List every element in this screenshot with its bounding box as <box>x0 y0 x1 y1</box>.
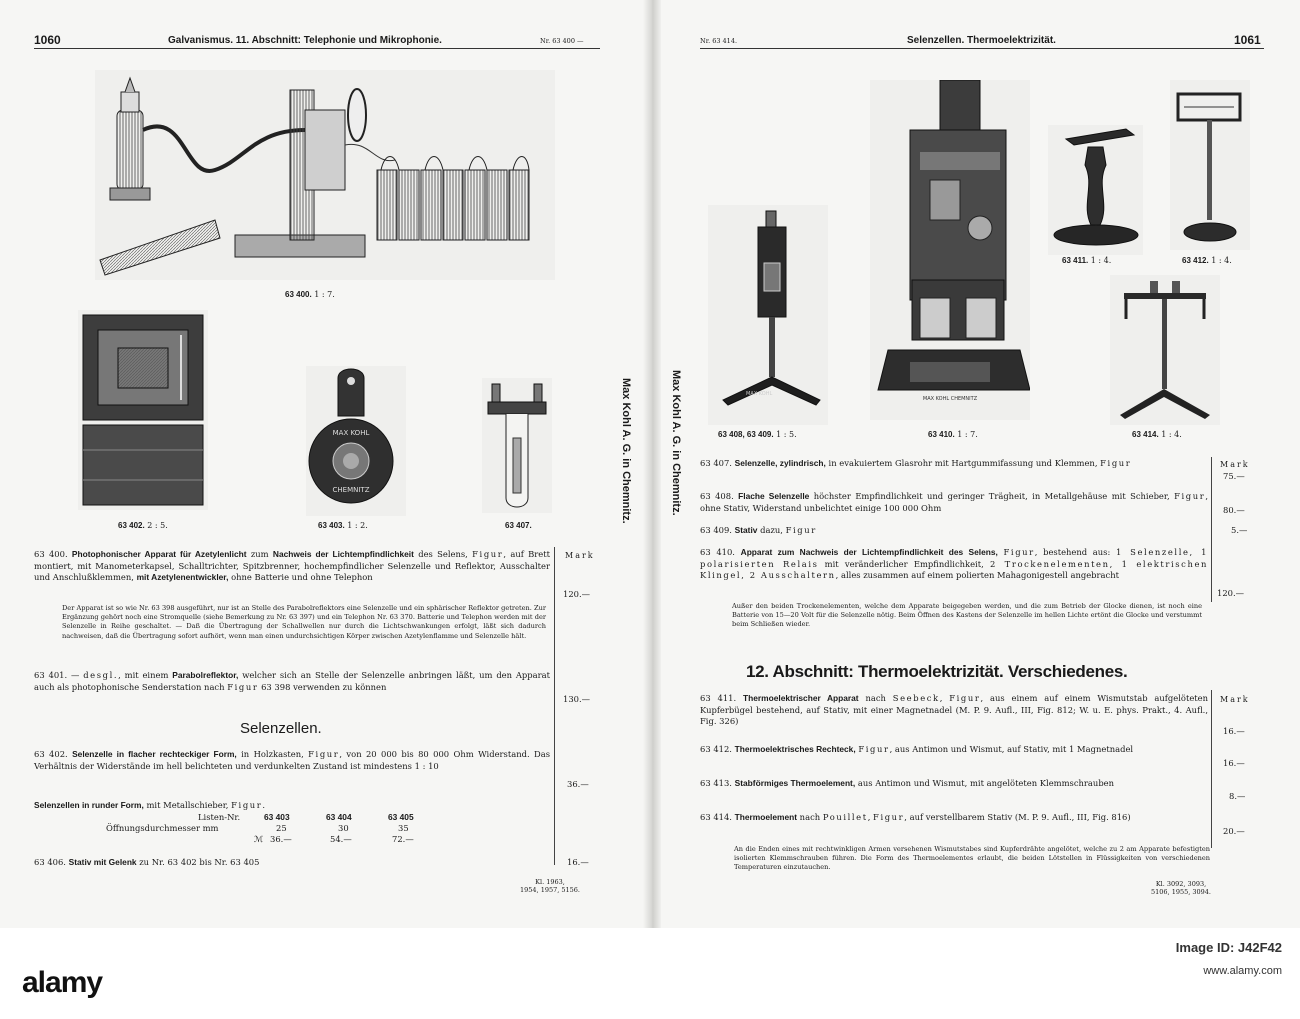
figure-63410-detection-apparatus <box>870 80 1030 420</box>
price-63411: 16.— <box>1223 726 1245 736</box>
watermark-site: www.alamy.com <box>1203 965 1282 977</box>
left-mark-header: Mark <box>565 551 595 560</box>
price-63401: 130.— <box>563 694 591 704</box>
right-spine-imprint: Max Kohl A. G. in Chemnitz. <box>670 370 682 516</box>
right-page <box>650 0 1300 928</box>
price-63413: 8.— <box>1229 791 1246 801</box>
caption-63411: 63 411. 1 : 4. <box>1062 256 1112 265</box>
figure-63402-selenium-box <box>78 310 208 510</box>
right-running-head: Selenzellen. Thermoelektrizität. <box>907 35 1056 46</box>
table-cell: 25 <box>276 823 287 833</box>
round-cells-heading: Selenzellen in runder Form, mit Metallschieber, Figur. <box>34 800 266 810</box>
price-63400: 120.— <box>563 589 591 599</box>
entry-63411: 63 411. Thermoelektrischer Apparat nach Seebeck, Figur, aus einem auf einem Wismutstab aufgelöteten Kupferbügel bestehend, auf Stativ, mit einer Magnetnadel (M. P. 9. Aufl., III, Fig. 812; W. u. E. phys. Prakt., 4. Aufl., Fig. 326) <box>700 693 1208 727</box>
engraving-63403-top: MAX KOHL <box>332 429 370 437</box>
entry-63407: 63 407. Selenzelle, zylindrisch, in evakuiertem Glasrohr mit Hartgummifassung und Klemmen, Figur <box>700 458 1132 468</box>
entry-63410: 63 410. Apparat zum Nachweis der Lichtempfindlichkeit des Selens, Figur, bestehend aus: 1 Selenzelle, 1 polarisierten Relais mit veränderlicher Empfindlichkeit, 2 Trockenelementen, 1 elektrischen Klingel, 2 Ausschaltern, alles zusammen auf einem polierten Mahagonigestell angebracht <box>700 547 1209 581</box>
price-63410: 120.— <box>1217 588 1245 598</box>
right-class-numbers: Kl. 3092, 3093, 5106, 1955, 3094. <box>1151 880 1211 896</box>
caption-63414: 63 414. 1 : 4. <box>1132 430 1182 439</box>
left-spine-imprint: Max Kohl A. G. in Chemnitz. <box>620 378 632 524</box>
price-63408: 80.— <box>1223 505 1245 515</box>
entry-63409: 63 409. Stativ dazu, Figur <box>700 525 817 535</box>
table-cell: 54.— <box>330 834 352 844</box>
engraving-63408: MAX KOHL <box>746 391 773 397</box>
left-running-head: Galvanismus. 11. Abschnitt: Telephonie und Mikrophonie. <box>168 35 442 46</box>
left-page <box>0 0 650 928</box>
price-63407: 75.— <box>1223 471 1245 481</box>
entry-63400: 63 400. Photophonischer Apparat für Azetylenlicht zum Nachweis der Lichtempfindlichkeit des Selens, Figur, auf Brett montiert, mit Manometerkapsel, Schalltrichter, Spitzbrenner, hochempfindlicher Selenzelle und Reflektor, Ausschalter und Anschlußklemmen, mit Azetylenentwickler, ohne Batterie und ohne Telephon <box>34 549 550 583</box>
caption-63400: 63 400. 1 : 7. <box>285 290 335 299</box>
note-63410: Außer den beiden Trockenelementen, welche dem Apparate beigegeben werden, und die zum Betrieb der Glocke dienen, ist noch eine Batterie von 15—20 Volt für die Selenzelle nötig. Beim Öffnen des Kastens der Selenzelle im hellen Lichte ertönt die Glocke und verstummt beim Schließen wieder. <box>732 602 1202 629</box>
caption-63407: 63 407. <box>505 521 532 530</box>
price-63412: 16.— <box>1223 758 1245 768</box>
entry-63402: 63 402. Selenzelle in flacher rechteckiger Form, in Holzkasten, Figur, von 20 000 bis 80 000 Ohm Widerstand. Das Verhältnis der Widerstände im hell belichteten und verdunkelten Zustand ist mindestens 1 : 10 <box>34 749 550 771</box>
entry-63413: 63 413. Stabförmiges Thermoelement, aus Antimon und Wismut, mit angelöteten Klemmschrauben <box>700 778 1115 788</box>
table-row-label: ℳ <box>254 834 263 844</box>
entry-63408: 63 408. Flache Selenzelle höchster Empfindlichkeit und geringer Trägheit, in Metallgehäuse mit Schieber, Figur, ohne Stativ, Widerstand unbelichtet einige 100 000 Ohm <box>700 491 1208 513</box>
right-price-column-rule-2 <box>1211 690 1212 848</box>
figure-63412-thermoelectric-rectangle <box>1170 80 1250 250</box>
right-header-rule <box>700 48 1264 49</box>
note-63400: Der Apparat ist so wie Nr. 63 398 ausgeführt, nur ist an Stelle des Parabolreflektors eine Selenzelle und ein sphärischer Reflektor getreten. Zur Ergänzung gehört noch eine Stromquelle (siehe Bemerkung zu Nr. 63 397) und ein Telephon Nr. 63 370. Batterie und Telephon werden mit der Selenzelle in Reihe geschaltet. — Daß die Übertragung der Schallwellen nur durch die Lichtschwankungen erfolgt, läßt sich dadurch nachweisen, daß die Übertragung sofort aufhört, wenn man einen undurchsichtigen Körper zwischen Azetylenflamme und Selenzelle hält. <box>62 604 546 640</box>
alamy-logo: alamy <box>22 966 103 999</box>
table-cell: 63 404 <box>326 812 352 822</box>
figure-63408-flat-cell-on-stand <box>708 205 828 425</box>
right-mark-header-2: Mark <box>1220 695 1250 704</box>
left-header-rule <box>34 48 600 49</box>
note-63414: An die Enden eines mit rechtwinkligen Armen versehenen Wismutstabes sind Kupferdrähte angelötet, welche zu 2 am Apparate befestigten isolierten Klemmschrauben führen. Die Form des Thermoelementes erlaubt, die beiden Lötstellen in Flüssigkeiten von verschiedenen Temperaturen einzutauchen. <box>734 845 1210 872</box>
entry-63412: 63 412. Thermoelektrisches Rechteck, Figur, aus Antimon und Wismut, auf Stativ, mit 1 Magnetnadel <box>700 744 1134 754</box>
price-63409: 5.— <box>1231 525 1248 535</box>
price-63414: 20.— <box>1223 826 1245 836</box>
table-row-label: Öffnungsdurchmesser mm <box>106 823 219 833</box>
engraving-63403-bottom: CHEMNITZ <box>332 486 370 494</box>
entry-63414: 63 414. Thermoelement nach Pouillet, Figur, auf verstellbarem Stativ (M. P. 9. Aufl., III, Fig. 816) <box>700 812 1131 822</box>
round-cells-table <box>0 812 560 852</box>
engraving-63410: MAX KOHL CHEMNITZ <box>922 396 978 402</box>
watermark-info <box>992 937 1282 982</box>
table-cell: 35 <box>398 823 409 833</box>
section-title-selenzellen: Selenzellen. <box>240 720 322 737</box>
caption-63402: 63 402. 2 : 5. <box>118 521 168 530</box>
price-63406: 16.— <box>567 857 589 867</box>
table-cell: 72.— <box>392 834 414 844</box>
right-range: Nr. 63 414. <box>700 37 738 45</box>
right-price-column-rule <box>1211 457 1212 602</box>
caption-63403: 63 403. 1 : 2. <box>318 521 368 530</box>
image-id-label: Image ID: J42F42 <box>1175 940 1282 955</box>
table-cell: 36.— <box>270 834 292 844</box>
figure-63400-photophonic-apparatus <box>95 70 555 280</box>
caption-63412: 63 412. 1 : 4. <box>1182 256 1232 265</box>
table-row-label: Listen-Nr. <box>198 812 241 822</box>
left-class-numbers: Kl. 1963, 1954, 1957, 5156. <box>520 878 580 894</box>
right-page-number: 1061 <box>1234 33 1261 47</box>
figure-63411-thermoelectric-apparatus <box>1048 125 1143 255</box>
right-mark-header: Mark <box>1220 460 1250 469</box>
figure-63414-pouillet-thermoelement <box>1110 275 1220 425</box>
left-page-number: 1060 <box>34 33 61 47</box>
left-range: Nr. 63 400 — <box>540 37 584 45</box>
table-cell: 30 <box>338 823 349 833</box>
figure-63403-round-selenium-cell <box>306 366 406 516</box>
entry-63406: 63 406. Stativ mit Gelenk zu Nr. 63 402 bis Nr. 63 405 <box>34 857 260 867</box>
table-cell: 63 403 <box>264 812 290 822</box>
figure-63407-cylindrical-cell <box>482 378 552 513</box>
caption-63408-63409: 63 408, 63 409. 1 : 5. <box>718 430 797 439</box>
price-63402: 36.— <box>567 779 589 789</box>
caption-63410: 63 410. 1 : 7. <box>928 430 978 439</box>
entry-63401: 63 401. — desgl., mit einem Parabolreflektor, welcher sich an Stelle der Selenzelle anbringen läßt, um den Apparat auch als photophonische Senderstation nach Figur 63 398 verwenden zu können <box>34 670 550 692</box>
section-title-thermoelektrizitaet: 12. Abschnitt: Thermoelektrizität. Verschiedenes. <box>746 662 1128 681</box>
table-cell: 63 405 <box>388 812 414 822</box>
